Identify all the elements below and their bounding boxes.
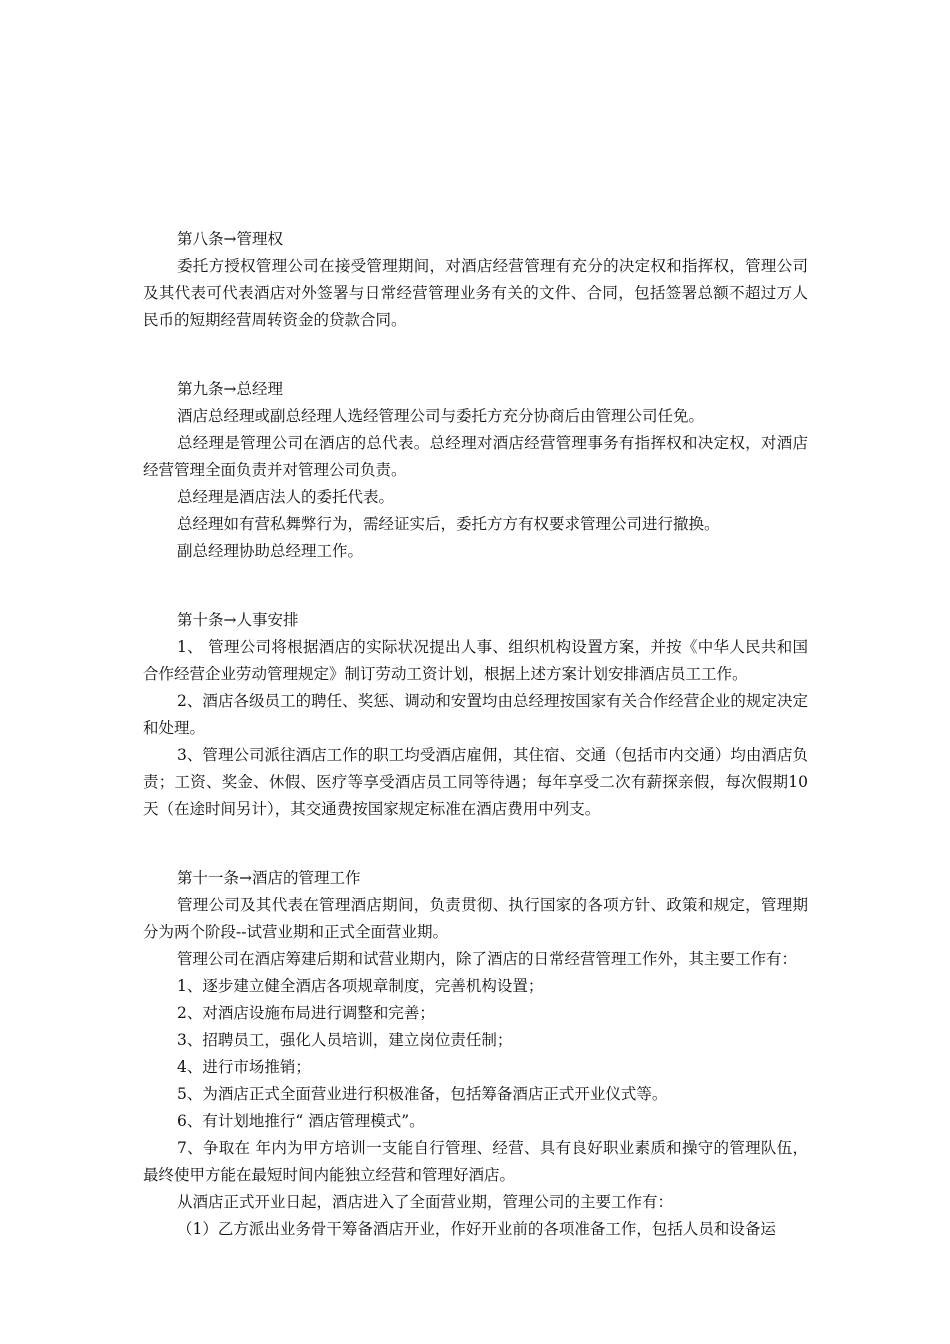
list-item: 7、争取在 年内为甲方培训一支能自行管理、经营、具有良好职业素质和操守的管理队伍，最终使甲方能在最短时间内能独立经营和管理好酒店。 (143, 1139, 808, 1184)
list-item: 2、对酒店设施布局进行调整和完善； (177, 1004, 435, 1022)
article-heading: 第九条→总经理 (177, 380, 283, 398)
paragraph: 委托方授权管理公司在接受管理期间，对酒店经营管理有充分的决定权和指挥权，管理公司及其代表可代表酒店对外签署与日常经营管理业务有关的文件、合同，包括签署总额不超过万人民币的短期经营周转资金的贷款合同。 (143, 257, 808, 329)
paragraph: 管理公司在酒店筹建后期和试营业期内，除了酒店的日常经营管理工作外，其主要工作有： (177, 950, 798, 968)
paragraph: 管理公司及其代表在管理酒店期间，负责贯彻、执行国家的各项方针、政策和规定，管理期分为两个阶段--试营业期和正式全面营业期。 (143, 896, 808, 941)
article-heading: 第十一条→酒店的管理工作 (177, 869, 361, 887)
paragraph: 2、酒店各级员工的聘任、奖惩、调动和安置均由总经理按国家有关合作经营企业的规定决定和处理。 (143, 692, 808, 737)
paragraph: 副总经理协助总经理工作。 (177, 542, 364, 560)
article-11 (143, 865, 808, 1243)
paragraph: 从酒店正式开业日起，酒店进入了全面营业期，管理公司的主要工作有： (177, 1193, 674, 1211)
article-10 (143, 607, 808, 823)
paragraph: 总经理是酒店法人的委托代表。 (177, 488, 395, 506)
list-item: 1、逐步建立健全酒店各项规章制度，完善机构设置； (177, 977, 544, 995)
article-heading: 第八条→管理权 (177, 230, 283, 248)
list-item: 3、招聘员工，强化人员培训，建立岗位责任制； (177, 1031, 513, 1049)
paragraph: 3、管理公司派往酒店工作的职工均受酒店雇佣，其住宿、交通（包括市内交通）均由酒店负责；工资、奖金、休假、医疗等享受酒店员工同等待遇；每年享受二次有薪探亲假，每次假期10天（在途时间另计），其交通费按国家规定标准在酒店费用中列支。 (143, 746, 808, 818)
list-item: （1）乙方派出业务骨干筹备酒店开业，作好开业前的各项准备工作，包括人员和设备运 (177, 1220, 776, 1238)
list-item: 6、有计划地推行“ 酒店管理模式”。 (177, 1112, 425, 1130)
paragraph: 酒店总经理或副总经理人选经管理公司与委托方充分协商后由管理公司任免。 (177, 407, 705, 425)
paragraph: 1、 管理公司将根据酒店的实际状况提出人事、组织机构设置方案，并按《中华人民共和国合作经营企业劳动管理规定》制订劳动工资计划，根据上述方案计划安排酒店员工工作。 (143, 638, 808, 683)
article-heading: 第十条→人事安排 (177, 611, 299, 629)
list-item: 5、为酒店正式全面营业进行积极准备，包括筹备酒店正式开业仪式等。 (177, 1085, 668, 1103)
document-body (143, 226, 808, 1285)
article-9 (143, 376, 808, 565)
article-8 (143, 226, 808, 334)
paragraph: 总经理如有营私舞弊行为，需经证实后，委托方方有权要求管理公司进行撤换。 (177, 515, 720, 533)
paragraph: 总经理是管理公司在酒店的总代表。总经理对酒店经营管理事务有指挥权和决定权，对酒店经营管理全面负责并对管理公司负责。 (143, 434, 808, 479)
list-item: 4、进行市场推销； (177, 1058, 311, 1076)
